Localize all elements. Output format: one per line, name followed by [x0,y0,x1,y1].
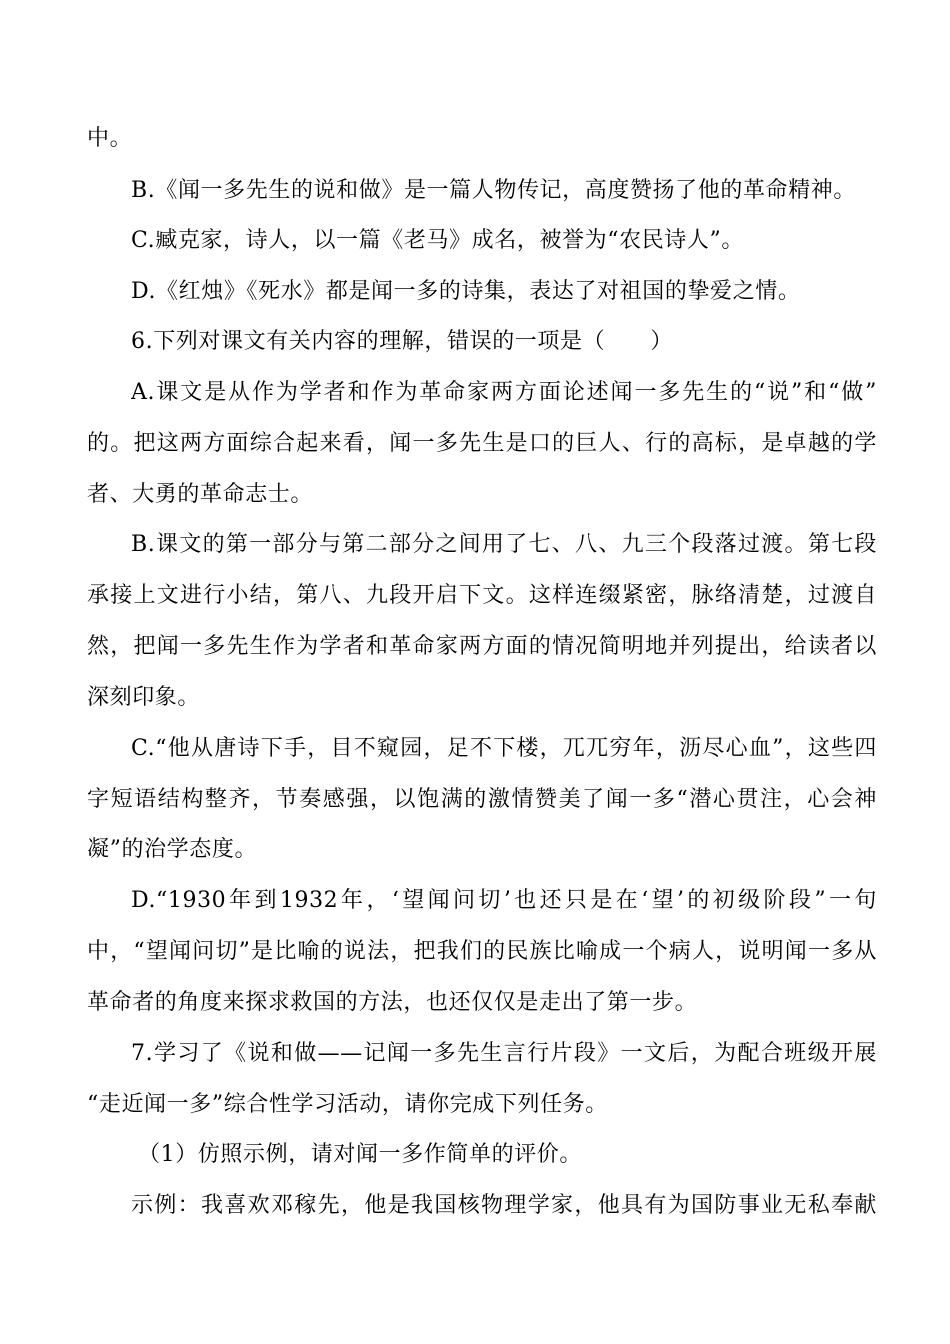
option-b-line: B.《闻一多先生的说和做》是一篇人物传记，高度赞扬了他的革命精神。 [131,178,856,203]
q6-option-c-line-3: 凝”的治学态度。 [87,837,258,862]
q6-option-d-line-3: 革命者的角度来探求救国的方法，也还仅仅是走出了第一步。 [87,990,698,1015]
question-6-line: 6.下列对课文有关内容的理解，错误的一项是（ ） [131,329,673,354]
q6-option-b-line-3: 然，把闻一多先生作为学者和革命家两方面的情况简明地并列提出，给读者以 [87,634,877,659]
q6-option-c-line-2: 字短语结构整齐，节奏感强，以饱满的激情赞美了闻一多“潜心贯注，心会神 [87,787,877,812]
question-7-line-2: “走近闻一多”综合性学习活动，请你完成下列任务。 [87,1092,608,1117]
option-c-line: C.臧克家，诗人，以一篇《老马》成名，被誉为“农民诗人”。 [131,228,744,253]
q6-option-a-line-2: 的。把这两方面综合起来看，闻一多先生是口的巨人、行的高标，是卓越的学 [87,431,877,456]
q6-option-d-line-1: D.“1930年到1932年，‘望闻问切’也还只是在‘望’的初级阶段”一句 [131,888,877,913]
q6-option-d-line-2: 中，“望闻问切”是比喻的说法，把我们的民族比喻成一个病人，说明闻一多从 [87,939,877,964]
q6-option-c-line-1: C.“他从唐诗下手，目不窥园，足不下楼，兀兀穷年，沥尽心血”，这些四 [131,736,877,761]
text-line: 中。 [87,126,133,151]
q6-option-a-line-3: 者、大勇的革命志士。 [87,482,314,507]
question-7-line-1: 7.学习了《说和做——记闻一多先生言行片段》一文后，为配合班级开展 [131,1041,877,1066]
q6-option-b-line-2: 承接上文进行小结，第八、九段开启下文。这样连缀紧密，脉络清楚，过渡自 [87,583,877,608]
option-d-line: D.《红烛》《死水》都是闻一多的诗集，表达了对祖国的挚爱之情。 [131,279,801,304]
q6-option-b-line-4: 深刻印象。 [87,685,201,710]
q6-option-b-line-1: B.课文的第一部分与第二部分之间用了七、八、九三个段落过渡。第七段 [131,532,877,557]
example-line: 示例：我喜欢邓稼先，他是我国核物理学家，他具有为国防事业无私奉献 [131,1193,877,1218]
question-7-task-1: （1）仿照示例，请对闻一多作简单的评价。 [138,1142,582,1167]
q6-option-a-line-1: A.课文是从作为学者和作为革命家两方面论述闻一多先生的“说”和“做” [131,380,877,405]
